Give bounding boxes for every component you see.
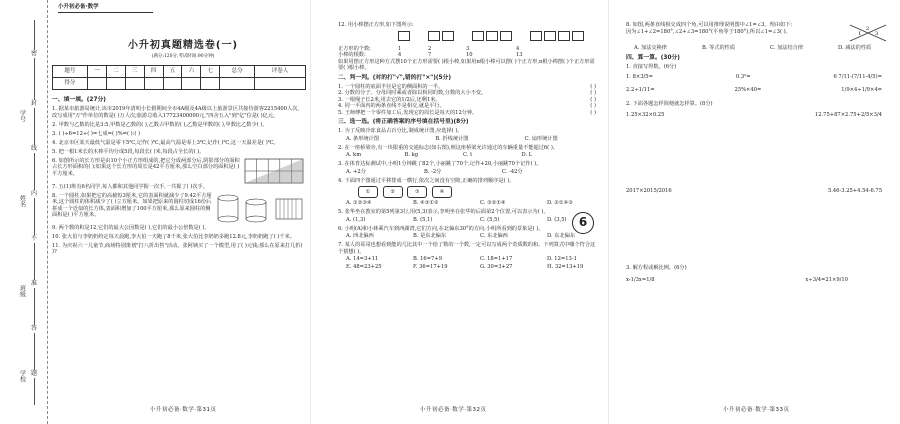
choice-option: A. (1,3) [346,216,366,223]
choice-option: E. 48=23+25 [346,263,382,270]
seal-char: 密 [30,50,38,57]
question: 2. 甲数与乙数的比是3:5,甲数是乙数的( ),乙数占甲数的( ),乙数是甲数的( ),甲数比乙数少( )。 [52,121,268,128]
score-header: 总分 [220,66,255,78]
choice-option: B. -2分 [424,168,442,175]
cell: 2 [428,45,432,52]
score-header: 评卷人 [255,66,306,78]
exam-subtitle: (满分:120分,考试时间:90分钟) [151,54,215,59]
angle-label: 1 [858,31,862,37]
section-heading: 三、选一选。(将正确答案的序号填在括号里)(8分) [338,119,469,126]
choice-option: B. 是东北偏东 [413,233,447,240]
calc-row [626,188,888,195]
page3-content [626,22,888,284]
question: 11. 为庆祝六一儿童节,商场特别策划"打八折出售"活动。张阿姨买了一个模型,用了( )元钱;那么在原来打几折( )? [52,242,303,256]
calc-item: 1.25×32×0.25 [626,111,665,118]
choice-question [338,145,596,159]
seal-char: 封 [30,100,38,107]
page-32 [310,0,608,424]
calc-q2-label: 2. 下面各题怎样简便就怎样算。(8分) [626,101,713,108]
calc-q3-label: 3. 解方程或解比例。(6分) [626,264,687,271]
choice-option: D. 减法的性质 [838,45,872,51]
cell: 7 [428,52,432,58]
cylinder-figure [216,193,304,225]
question: 4. 北京市区某天最低气温是零下5℃,记作( )℃,最高气温是零上3℃,记作( )℃,这一天温差是( )℃。 [52,139,279,146]
puzzle-piece: ④ [432,186,452,198]
choice-option: A. 加法交换律 [634,45,667,51]
score-cell[interactable] [182,78,201,90]
choice-question [338,209,596,223]
choice-option: A. km [346,152,362,159]
choice-option: D. (3,5) [547,216,567,223]
cell: 4 [516,45,520,52]
seal-char: 不 [30,235,38,242]
calc-q1-label: 1. 直接写得数。(6分) [626,63,677,70]
question-text: 8. 如图,两条直线相交成四个角,可以用推理说明图中∠1=∠3。理由如下: [626,22,793,28]
seal-char: 答 [30,325,38,332]
judge-text: 3. 一根绳子长2米,用去它的1/2后,还剩1米。 [338,96,441,103]
score-cell[interactable] [220,78,255,90]
score-header: 五 [163,66,182,78]
calc-item: 1/9×4÷1/9×4= [841,86,882,93]
choice-option: C. ③②①④ [480,200,506,207]
section-heading: 一、填一填。(27分) [52,97,106,103]
calc-row [626,277,888,284]
choice-option: C. 加法结合律 [770,45,804,51]
choice-option: D. 东北偏东 [547,233,576,240]
choice-question [338,242,596,270]
score-header: 三 [125,66,144,78]
score-cell[interactable] [106,78,125,90]
question-with-figure [626,22,888,44]
judge-item [338,110,596,117]
row-label: 小棒的根数: [338,52,366,58]
judge-text: 2. 分数的分子、分母同时乘或者除以相同的数,分数的大小不变。 [338,90,487,97]
cell: 3 [466,45,470,52]
score-table [52,65,306,90]
judge-mark[interactable]: ( ) [590,90,596,97]
weight-limit-sign: 6 [572,212,594,234]
question: 1. 据某市旅游局统计,该市2019年清明小长假期间全市4A级及4A级以上旅游景区共接待游客2215400人次,改写成用"万"作单位的数是( )万人次;旅游总收入17723400000元,"四舍五入"到"亿"位是( )亿元。 [52,106,300,119]
choice-option: C. -42分 [502,168,523,175]
binding-margin [0,0,48,424]
rectangle-grid-figure [244,158,304,184]
judge-text: 4. 同一平面内的两条直线不是相交,就是平行。 [338,103,445,110]
square-figure [428,31,456,44]
choice-question [338,226,596,240]
choice-option: C. 扇形统计图 [524,135,558,142]
seal-char: 准 [30,280,38,287]
judge-text: 1. 一个圆柱的底面半径是它的侧面积的一半。 [338,83,444,90]
judge-mark[interactable]: ( ) [590,103,596,110]
question-with-figure [52,158,304,184]
intersecting-lines-figure [848,22,888,44]
question-text: 因为∠1+∠2=180°,∠2+∠3=180°(平角等于180°),所以∠1=∠3( )。 [626,28,791,35]
judge-text: 5. 王师傅把一个零件加工后,发现它的周长是每天的12分钟。 [338,109,478,116]
choice-options [626,45,888,52]
calc-row [626,112,888,119]
question: 6. 如图所示的长方形是由10个小正方形组成的,把它分成两部分后,阴影部分的面积占长方形面积的( );如果这个长方形的周长是42平方厘米,那么空白部分的面积是( )平方厘米。 [52,157,240,177]
choice-text: 2. 在一座桥梁旁,有一块限重的交通标志(如右图),则这座桥梁允许通过的车辆重量不能超过6( )。 [338,144,559,151]
page-footer: 小升初必备·数学·第32页 [420,407,487,414]
choice-option: C. 18=1+17 [480,256,513,263]
score-cell[interactable] [163,78,182,90]
section-heading: 二、判一判。(对的打"√",错的打"×")(5分) [338,74,451,81]
seal-char: 线 [30,145,38,152]
seal-char: 内 [30,190,38,197]
calc-item: 0.3²= [735,74,751,81]
seal-char: 题 [30,370,38,377]
choice-option: A. 14=3+11 [346,256,379,263]
score-header: 题号 [53,66,88,78]
score-cell[interactable] [125,78,144,90]
choice-option: A. +2分 [346,168,366,175]
choice-text: 5. 张华坐在教室的第5列第3行,用(5,3)表示,李明坐在张华的后面第2个位置,可以表示为( )。 [338,209,549,216]
calc-item: 5.46-3.25+4.54-6.75 [827,188,882,195]
score-header: 一 [87,66,106,78]
score-cell[interactable] [201,78,220,90]
choice-text: 6. 小明(A)和小林乘汽车到西湖湾,它们方向,在北偏东30°的方向,小明所看到的景象是( )。 [338,225,544,232]
section-heading: 四、算一算。(30分) [626,54,680,61]
label-class: 班级 [18,285,26,297]
choice-text: 3. 在体育达标测试中,小明1分钟跳了82个,小丽跳了70个,记作+20,小丽跳70个记作( )。 [338,161,542,168]
judge-mark[interactable]: ( ) [590,83,596,90]
calc-row [626,74,888,81]
seal-line [34,20,35,405]
label-name: 姓名 [18,195,26,207]
calc-item: 12.75+87×2.75+2/5×3/4 [814,111,882,118]
choice-text: 1. 为了反映冷冻食品占百分比,制成统计图,应选择( )。 [338,128,463,135]
calc-item: 25%×40= [734,86,762,93]
question: 9. 两个数的积是12,它们的最大公因数是( ),它们的最小公倍数是( )。 [52,224,210,231]
row-label: 正方形的个数: [338,45,371,52]
puzzle-piece: ① [358,186,378,198]
score-row-label: 得分 [53,78,88,90]
angle-label: 3 [875,31,879,37]
exam-title: 小升初真题精选卷(一) [127,40,239,51]
score-cell[interactable] [87,78,106,90]
page2-content [338,22,596,273]
score-cell[interactable] [255,78,306,90]
choice-option: D. L [521,152,533,159]
choice-option: D. 12=13-1 [547,256,577,263]
square-figure [530,31,586,44]
question-12-tail: 如果用摆正方形这种方式摆10个正方形需要( )根小棒,如果用n根小棒可以摆( )个正方形,n根小棒摆( )个正方形需要( )根小棒。 [338,58,595,71]
choice-option: A. 条形统计图 [346,135,379,142]
judge-mark[interactable]: ( ) [590,109,596,116]
page-footer: 小升初必备·数学·第31页 [150,407,217,414]
judge-mark[interactable]: ( ) [590,96,596,103]
question: 10. 张大伯与李奶奶约定每天晨跑,李大伯一天跑了8千米,张大伯比李奶奶多跑12.8元,李奶奶跑了( )千米。 [52,233,295,240]
choice-option: C. 东北偏西 [480,233,508,240]
question: 8. 一个圆柱,如果把它的高截短3厘米,它的表面积就减少了9.42平方厘米,这个圆柱的体积减少了( )立方厘米。如果把原来的圆柱切成16份后拼成一个近似的长方体,表面积增加了100平方厘米,那么原来圆柱的侧面积是( )平方厘米。 [52,192,212,219]
choice-option: H. 32=13+19 [547,263,584,270]
puzzle-piece: ③ [407,186,427,198]
choice-option: B. (5,1) [413,216,433,223]
page-footer: 小升初必备·数学·第33页 [723,407,790,414]
choice-option: B. ④③①② [413,200,439,207]
choice-text: 7. 某人的哥哥也想看到能的几比其中一个给了数的一个数,一定可以写成两个奇质数的和。下列算式中哪个符合这个猜想( )。 [338,242,596,255]
choice-option: B. 等式的性质 [702,45,736,51]
cell: 1 [398,45,402,52]
calc-item: x÷3/4=21×9/10 [805,277,848,284]
page-33 [608,0,900,424]
choice-option: G. 30=3+27 [480,263,513,270]
header-tag: 小升初必备·数学 [58,4,153,13]
square-figures [338,31,596,44]
square-figure [398,31,412,44]
choice-option: B. 16=7+9 [413,256,443,263]
score-cell[interactable] [144,78,163,90]
calc-item: 2.2÷1/11= [626,86,655,93]
angle-label: 2 [866,26,870,32]
choice-option: D. ②①④③ [547,200,573,207]
choice-option: C. t [463,152,473,159]
section-fill [52,94,304,258]
calc-item: 6 7/11-(7/11-4/5)= [833,74,882,81]
calc-row [626,87,888,94]
question: 5. 把一根1米长的木棒平均分成5段,每段长( )米,每段占全长的( )。 [52,148,205,155]
question-8 [626,22,844,44]
choice-question [338,178,596,207]
choice-question [338,128,596,142]
cell: 13 [516,52,523,58]
score-header: 二 [106,66,125,78]
cell: 10 [466,52,473,58]
question: 7. 五(1)班有6名同学,每人都和其他同学握一次手,一共握了( )次手。 [52,183,208,190]
calc-item: 2017×2015/2016 [626,188,672,195]
choice-question [338,161,596,175]
question: 3. ( )÷6=12÷( )=七成=( )%=( ):( ) [52,130,141,137]
puzzle-piece: ② [383,186,403,198]
square-figure [472,31,514,44]
choice-option: F. 36=17+19 [413,263,448,270]
calc-item: x-1/3x=1/8 [626,277,655,284]
choice-option: C. (5,5) [480,216,500,223]
choice-option: A. 西北偏西 [346,233,374,240]
question-12: 12. 用小棒摆正方形,如下图所示: [338,22,414,28]
page-31 [0,0,310,424]
choice-option: B. kg [404,152,419,159]
cell: 4 [398,52,402,58]
label-school: 学校 [18,370,26,382]
choice-option: A. ①②③④ [346,200,372,207]
score-header: 七 [201,66,220,78]
question-with-figure [52,193,304,225]
label-student-id: 学号 [18,110,26,122]
choice-text: 4. 下面四个图通过平移排成一横行,依次之间没有空隙,正确的排列顺序是( )。 [338,177,515,184]
calc-item: 1. 8×3/5= [626,74,653,81]
choice-option: B. 折线统计图 [435,135,469,142]
puzzle-pieces-figure [338,186,596,198]
score-header: 六 [182,66,201,78]
score-header: 四 [144,66,163,78]
